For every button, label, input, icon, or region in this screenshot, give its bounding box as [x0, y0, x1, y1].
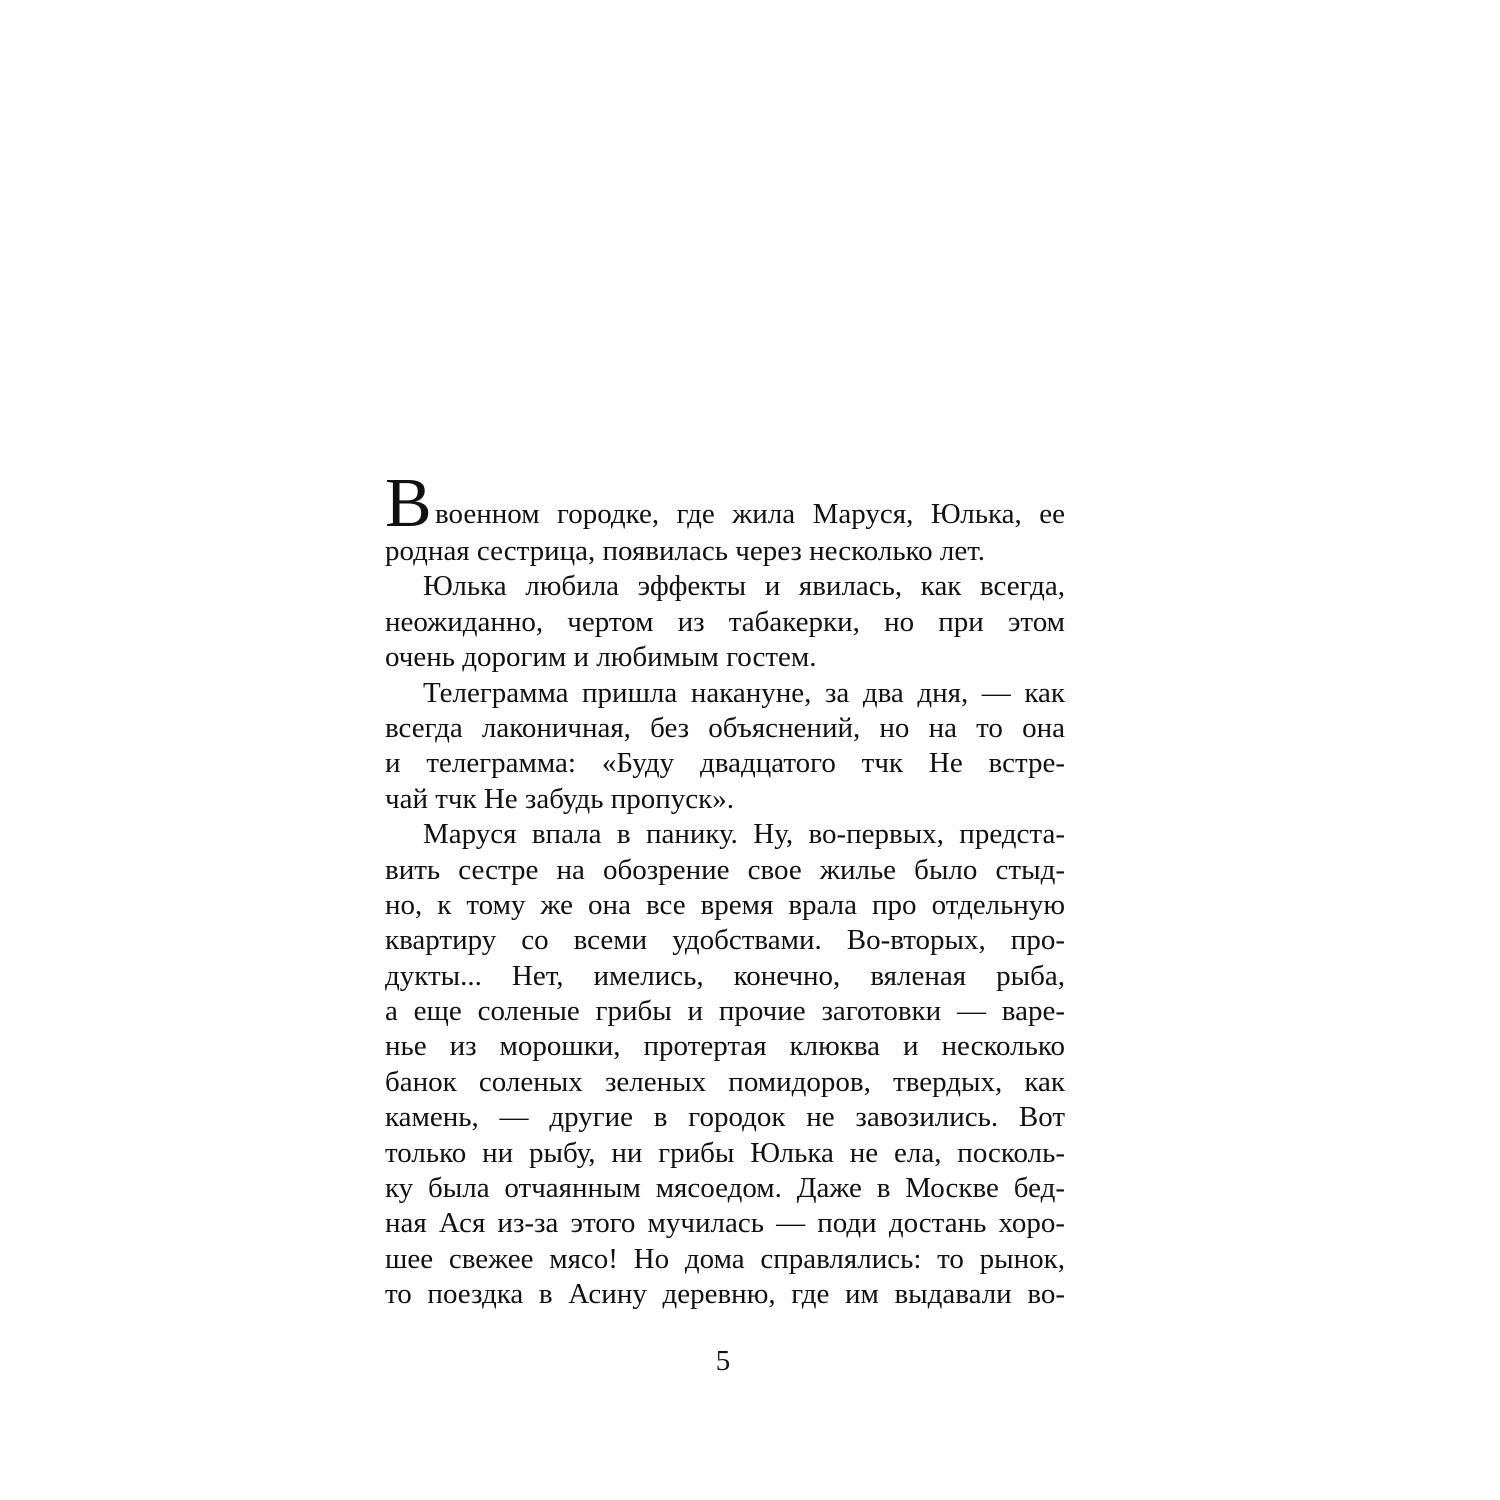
- text-line: Телеграмма пришла накануне, за два дня, — как: [423, 676, 1065, 709]
- text-line: ная Ася из-за этого мучилась — поди достань хоро-: [385, 1207, 1065, 1240]
- page-number: [0, 1344, 1500, 1379]
- text-line: а еще соленые грибы и прочие заготовки — варе-: [385, 995, 1065, 1028]
- page-number-value: 5: [715, 1345, 731, 1377]
- text-line: и телеграмма: «Буду двадцатого тчк Не встре-: [385, 747, 1065, 780]
- text-line: родная сестрица, появилась через несколько лет.: [385, 535, 985, 567]
- text-line: то поездка в Асину деревню, где им выдавали во-: [385, 1278, 1065, 1311]
- text-line: неожиданно, чертом из табакерки, но при этом: [385, 605, 1065, 638]
- text-line: камень, — другие в городок не завозились. Вот: [385, 1101, 1065, 1134]
- text-line-first: [385, 465, 1065, 542]
- text-line: всегда лаконичная, без объяснений, но на то она: [385, 711, 1065, 744]
- text-line: Маруся впала в панику. Ну, во-первых, предста-: [423, 818, 1065, 851]
- text-line: нье из морошки, протертая клюква и несколько: [385, 1030, 1065, 1063]
- text-line: только ни рыбу, ни грибы Юлька не ела, посколь-: [385, 1136, 1065, 1169]
- text-line: шее свежее мясо! Но дома справлялись: то рынок,: [385, 1242, 1065, 1275]
- text-line: чай тчк Не забудь пропуск».: [385, 782, 735, 815]
- text-line: банок соленых зеленых помидоров, твердых, как: [385, 1065, 1065, 1098]
- text-line: вить сестре на обозрение свое жилье было стыд-: [385, 853, 1065, 886]
- text-line: военном городке, где жила Маруся, Юлька, ее: [435, 497, 1065, 530]
- text-line: очень дорогим и любимым гостем.: [385, 641, 817, 674]
- text-line: но, к тому же она все время врала про отдельную: [385, 888, 1065, 921]
- text-line: квартиру со всеми удобствами. Во-вторых, про-: [385, 924, 1065, 957]
- body-text: [385, 465, 1065, 1313]
- text-line: ку была отчаянным мясоедом. Даже в Москве бед-: [385, 1172, 1065, 1205]
- drop-cap: В: [385, 465, 432, 542]
- text-line: дукты... Нет, имелись, конечно, вяленая рыба,: [385, 959, 1065, 992]
- text-line: Юлька любила эффекты и явилась, как всегда,: [423, 570, 1065, 603]
